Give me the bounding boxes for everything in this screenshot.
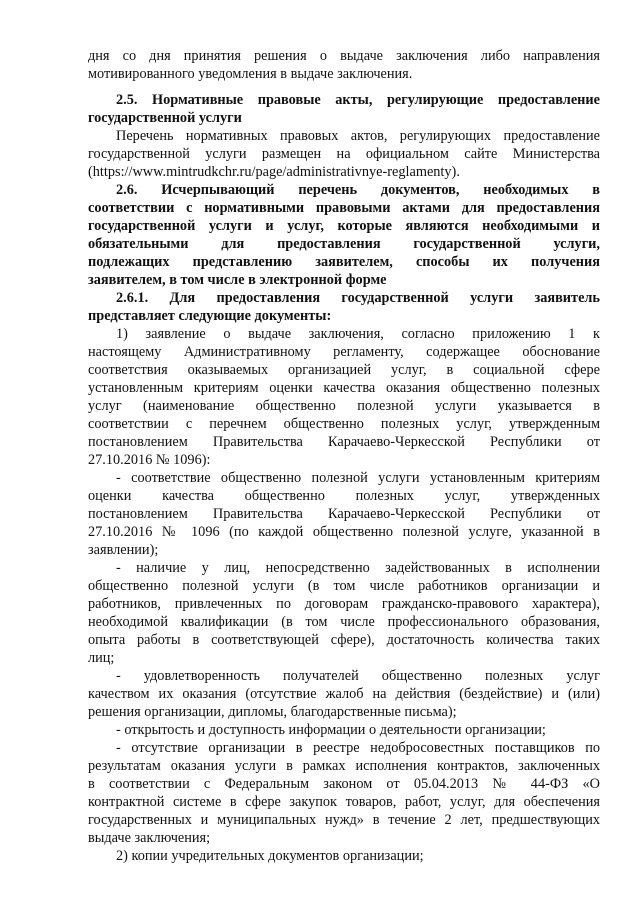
list-item-line: - соответствие общественно полезной услуги установленным критериям	[116, 470, 600, 486]
text-line: контрактной системе в сфере закупок товаров, работ, услуг, для обеспечения	[88, 794, 600, 810]
list-item-line: - удовлетворенность получателей общественно полезных услуг	[116, 668, 600, 684]
text-line: постановлением Правительства Карачаево-Черкесской Республики от	[88, 434, 600, 450]
section-heading: 2.6. Исчерпывающий перечень документов, необходимых в	[116, 182, 600, 198]
link-text: (https://www.mintrudkchr.ru/page/administrativnye-reglamenty).	[88, 164, 460, 180]
section-heading: заявителем, в том числе в электронной форме	[88, 272, 387, 288]
section-heading: соответствии с нормативными правовыми актами для предоставления	[88, 200, 600, 216]
text-line: общественно полезной услуги (в том числе работников организации и	[88, 578, 600, 594]
text-line: постановлением Правительства Карачаево-Черкесской Республики от	[88, 506, 600, 522]
text-line: 27.10.2016 № 1096):	[88, 452, 211, 468]
text-line: заявлении);	[88, 542, 159, 558]
list-item-line: - отсутствие организации в реестре недобросовестных поставщиков по	[116, 740, 600, 756]
section-heading: обязательными для предоставления государственной услуги,	[88, 236, 600, 252]
section-heading: 2.5. Нормативные правовые акты, регулирующие предоставление	[116, 92, 600, 108]
text-line: решения организации, дипломы, благодарственные письма);	[88, 704, 457, 720]
text-line: мотивированного уведомления в выдаче заключения.	[88, 66, 413, 82]
text-line: 27.10.2016 № 1096 (по каждой общественно полезной услуге, указанной в	[88, 524, 600, 540]
text-line: настоящему Административному регламенту, содержащее обоснование	[88, 344, 600, 360]
subsection-heading: представляет следующие документы:	[88, 308, 332, 324]
section-heading: государственной услуги и услуг, которые являются необходимыми и	[88, 218, 600, 234]
text-line: Перечень нормативных правовых актов, регулирующих предоставление	[116, 128, 600, 144]
list-item-line: 2) копии учредительных документов организации;	[116, 848, 424, 864]
text-line: соответствии с перечнем общественно полезных услуг, утвержденным	[88, 416, 600, 432]
list-item-line: 1) заявление о выдаче заключения, согласно приложению 1 к	[116, 326, 600, 342]
list-item-line: - открытость и доступность информации о деятельности организации;	[116, 722, 546, 738]
text-line: государственных и муниципальных нужд» в течение 2 лет, предшествующих	[88, 812, 600, 828]
text-line: работников, привлеченных по договорам гражданско-правового характера),	[88, 596, 600, 612]
text-line: качеством их оказания (отсутствие жалоб на действия (бездействие) и (или)	[88, 686, 600, 702]
section-heading: государственной услуги	[88, 110, 242, 126]
text-line: дня со дня принятия решения о выдаче заключения либо направления	[88, 48, 600, 64]
text-line: результатам оказания услуги в рамках исполнения контрактов, заключенных	[88, 758, 600, 774]
text-line: опыта работы в соответствующей сфере), достаточность количества таких	[88, 632, 600, 648]
text-line: выдаче заключения;	[88, 830, 211, 846]
text-line: услуг (наименование общественно полезной услуги указывается в	[88, 398, 600, 414]
text-line: установленным критериям оценки качества оказания общественно полезных	[88, 380, 600, 396]
text-line: в соответствии с Федеральным законом от 05.04.2013 № 44-ФЗ «О	[88, 776, 600, 792]
text-line: необходимой квалификации (в том числе профессионального образования,	[88, 614, 600, 630]
section-heading: подлежащих представлению заявителем, способы их получения	[88, 254, 600, 270]
text-line: оценки качества общественно полезных услуг, утвержденных	[88, 488, 600, 504]
text-line: соответствия оказываемых организацией услуг, в социальной сфере	[88, 362, 600, 378]
list-item-line: - наличие у лиц, непосредственно задействованных в исполнении	[116, 560, 600, 576]
text-line: лиц;	[88, 650, 115, 666]
subsection-heading: 2.6.1. Для предоставления государственной услуги заявитель	[116, 290, 600, 306]
text-line: государственной услуги размещен на официальном сайте Министерства	[88, 146, 600, 162]
